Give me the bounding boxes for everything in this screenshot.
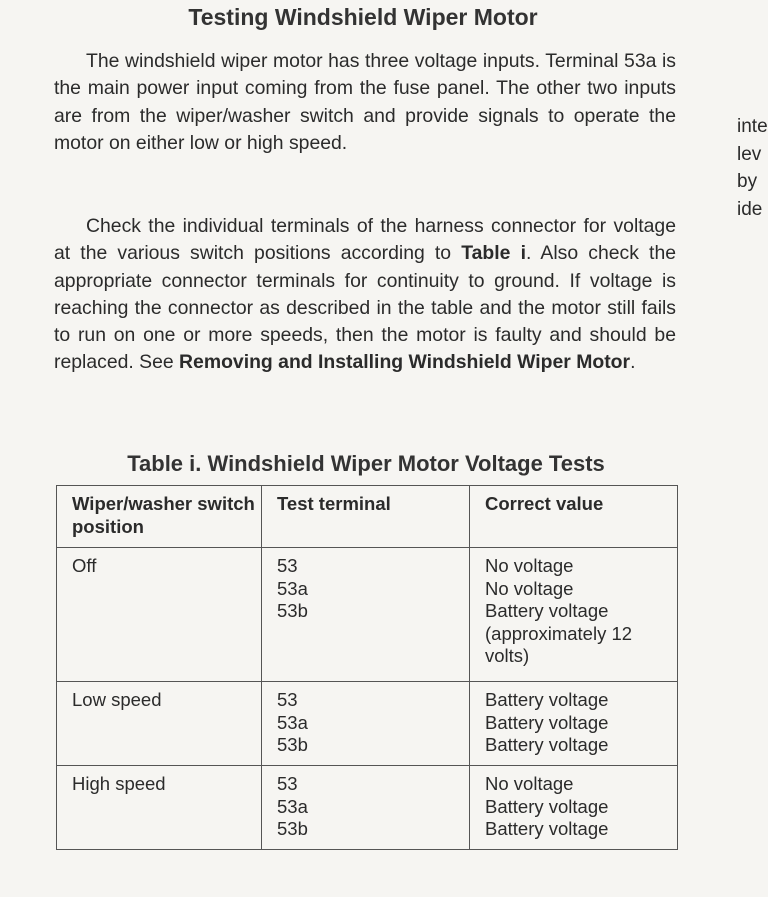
- header-correct-value: Correct value: [470, 486, 678, 548]
- correct-value: No voltage: [485, 773, 574, 794]
- right-fragment: inte: [737, 116, 768, 137]
- table-row: [57, 766, 678, 850]
- correct-value: Battery voltage (approximately 12 volts): [485, 600, 633, 666]
- correct-value: Battery voltage: [485, 711, 609, 733]
- switch-position-cell: High speed: [57, 766, 262, 850]
- table-title: Table i. Windshield Wiper Motor Voltage Tests: [127, 451, 605, 476]
- header-switch-position: Wiper/washer switch position: [57, 486, 262, 548]
- right-fragment: ide: [737, 198, 763, 220]
- correct-value-cell: [470, 682, 678, 766]
- right-column-fragments: [737, 113, 768, 223]
- intro-paragraph: The windshield wiper motor has three voltage inputs. Terminal 53a is the main power input coming from the fuse panel. The other two inputs are from the wiper/washer switch and provide signals to operate the motor on either low or high speed.: [54, 50, 676, 154]
- terminal-value: 53: [277, 555, 298, 576]
- terminal-value: 53a: [277, 711, 308, 733]
- test-terminal-cell: [262, 766, 470, 850]
- table-header-row: [57, 486, 678, 548]
- instructions-text-before: Check the individual terminals of the harness connector for voltage at the various switch positions according to: [54, 215, 676, 265]
- terminal-value: 53a: [277, 577, 308, 599]
- header-test-terminal: Test terminal: [262, 486, 470, 548]
- instructions-text-after: .: [630, 351, 636, 374]
- table-row: [57, 548, 678, 682]
- correct-value: Battery voltage: [485, 818, 609, 839]
- correct-value: Battery voltage: [485, 734, 609, 755]
- correct-value-cell: [470, 766, 678, 850]
- right-fragment: by: [737, 171, 758, 192]
- switch-position-cell: Low speed: [57, 682, 262, 766]
- correct-value: Battery voltage: [485, 795, 609, 817]
- terminal-value: 53b: [277, 818, 308, 839]
- test-terminal-cell: [262, 682, 470, 766]
- correct-value: No voltage: [485, 555, 574, 576]
- terminal-value: 53a: [277, 795, 308, 817]
- terminal-value: 53b: [277, 600, 308, 621]
- voltage-test-table: [56, 485, 678, 850]
- instructions-text-middle: . Also check the appropriate connector terminals for continuity to ground. If voltage is reaching the connector as described in the table and the motor still fails to run on one or more speeds, then the motor is faulty and should be replaced. See: [54, 242, 677, 374]
- correct-value: No voltage: [485, 577, 574, 599]
- switch-position-cell: Off: [57, 548, 262, 682]
- terminal-value: 53b: [277, 734, 308, 755]
- correct-value-cell: [470, 548, 678, 682]
- terminal-value: 53: [277, 773, 298, 794]
- terminal-value: 53: [277, 689, 298, 710]
- section-reference: Removing and Installing Windshield Wiper Motor: [179, 351, 631, 374]
- table-reference: Table i: [461, 242, 526, 265]
- right-fragment: lev: [737, 143, 762, 165]
- correct-value: Battery voltage: [485, 689, 609, 710]
- page-title: Testing Windshield Wiper Motor: [188, 4, 538, 30]
- instructions-paragraph: [54, 213, 676, 377]
- table-row: [57, 682, 678, 766]
- test-terminal-cell: [262, 548, 470, 682]
